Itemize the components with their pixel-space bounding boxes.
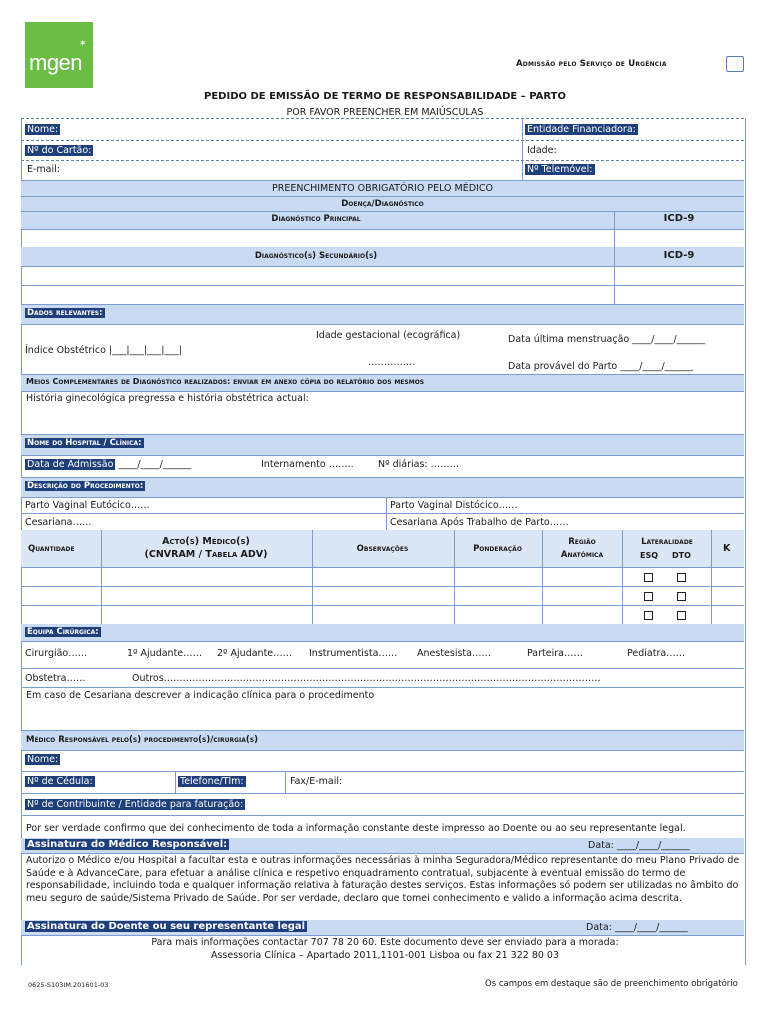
divider xyxy=(21,455,744,456)
hospital-name-label: Nome do Hospital / Clínica: xyxy=(27,438,142,448)
entity-label: Entidade Financiadora: xyxy=(527,124,636,135)
icd-label-1: ICD-9 xyxy=(663,213,695,224)
admission-checkbox[interactable] xyxy=(726,56,744,72)
patient-signature-label: Assinatura do Doente ou seu representante legal xyxy=(27,921,306,932)
divider xyxy=(21,160,744,161)
right-checkbox-2[interactable] xyxy=(677,592,686,604)
divider xyxy=(21,793,744,794)
col-right: DTO xyxy=(672,551,691,560)
mobile-label: Nº Telemóvel: xyxy=(527,164,593,175)
age-field[interactable]: Idade: xyxy=(527,145,557,156)
patient-signature-field[interactable] xyxy=(25,921,307,932)
doctor-name-field[interactable] xyxy=(25,754,60,765)
email-field[interactable]: E-mail: xyxy=(27,164,60,175)
phone-field[interactable] xyxy=(178,776,246,787)
left-checkbox-2[interactable] xyxy=(644,592,653,604)
instrumentalist-field[interactable]: Instrumentista…… xyxy=(309,648,398,659)
divider xyxy=(21,391,744,392)
divider xyxy=(21,497,744,498)
anesthetist-field[interactable]: Anestesista…… xyxy=(417,648,491,659)
fax-email-field[interactable]: Fax/E-mail: xyxy=(290,776,343,787)
patient-name-label: Nome: xyxy=(27,124,59,135)
secondary-diagnosis-input-2[interactable] xyxy=(22,286,612,303)
relevant-title xyxy=(25,308,105,318)
divider xyxy=(711,530,712,624)
divider xyxy=(21,434,744,435)
table-row xyxy=(21,605,744,606)
patient-name-field[interactable] xyxy=(25,124,60,135)
col-quantity: Quantidade xyxy=(28,544,75,554)
taxpayer-field[interactable] xyxy=(25,799,245,810)
team-title-label: Equipa Cirúrgica: xyxy=(27,627,99,637)
relevant-title-label: Dados relevantes: xyxy=(27,308,103,318)
patient-signature-date[interactable]: Data: ____/____/______ xyxy=(586,922,688,933)
team-title xyxy=(25,627,101,637)
cesarean-indication-field[interactable]: Em caso de Cesariana descrever a indicação clínica para o procedimento xyxy=(26,690,375,701)
divider xyxy=(21,477,744,478)
probable-birth-date[interactable]: Data provável do Parto ____/____/______ xyxy=(508,361,694,372)
divider xyxy=(21,211,744,212)
card-label: Nº do Cartão: xyxy=(27,145,92,156)
divider xyxy=(21,771,744,772)
logo-star-icon: ✶ xyxy=(79,38,87,48)
gestational-age: Idade gestacional (ecográfica) xyxy=(316,330,461,341)
procedure-title xyxy=(25,481,145,491)
form-code: 0625-S103IM.201601-03 xyxy=(28,981,109,989)
admission-note: Admissão pelo Serviço de Urgência xyxy=(516,59,667,69)
assistant2-field[interactable]: 2º Ajudante…… xyxy=(217,648,293,659)
cedula-label: Nº de Cédula: xyxy=(27,776,93,787)
hospital-name-field[interactable] xyxy=(25,438,144,448)
others-field[interactable]: Outros………………………………………………………………………………………………………………………… xyxy=(132,673,601,684)
left-checkbox-1[interactable] xyxy=(644,573,653,585)
divider xyxy=(21,196,744,197)
pediatrician-field[interactable]: Pediatra…… xyxy=(627,648,686,659)
divider xyxy=(454,530,455,624)
doctor-signature-date[interactable]: Data: ____/____/______ xyxy=(588,840,690,851)
col-laterality: Lateralidade xyxy=(641,537,693,547)
divider xyxy=(175,771,176,793)
mobile-field[interactable] xyxy=(525,164,595,175)
admission-date-label: Data de Admissão xyxy=(27,459,114,470)
right-checkbox-3[interactable] xyxy=(677,611,686,623)
col-k: K xyxy=(723,543,731,554)
normal-birth-option[interactable]: Parto Vaginal Eutócico…… xyxy=(25,500,150,511)
secondary-diagnosis-input-1[interactable] xyxy=(22,267,612,284)
last-period-date[interactable]: Data última menstruação ____/____/______ xyxy=(508,334,706,345)
divider xyxy=(21,140,744,141)
table-row xyxy=(21,586,744,587)
col-left: ESQ xyxy=(640,551,659,560)
dystocic-birth-option[interactable]: Parto Vaginal Distócico…… xyxy=(390,500,518,511)
taxpayer-label: Nº de Contribuinte / Entidade para faturação: xyxy=(27,799,244,810)
card-field[interactable] xyxy=(25,145,93,156)
divider xyxy=(21,180,744,181)
mgen-logo xyxy=(25,22,93,88)
gestational-age-value[interactable]: …………… xyxy=(368,357,416,368)
surgeon-field[interactable]: Cirurgião…… xyxy=(25,648,88,659)
procedure-title-label: Descrição do Procedimento: xyxy=(27,481,144,491)
col-weighting: Ponderação xyxy=(473,544,522,554)
days-field[interactable]: Nº diárias: ……… xyxy=(378,459,460,470)
divider xyxy=(21,687,744,688)
divider xyxy=(622,530,623,624)
entity-field[interactable] xyxy=(525,124,638,135)
admission-date-field[interactable] xyxy=(25,459,191,470)
divider xyxy=(21,668,744,669)
divider xyxy=(21,750,744,751)
authorization-text: Autorizo o Médico e/ou Hospital a facultar esta e outras informações necessárias à minha Seguradora/Médico representante do meu Plano Privado de Saúde e à AdvanceCare, para efetuar a análise clínica e respetivo enquadramento contratual, subjacente à eventual emissão do termo de responsabilidade, incluindo toda e qualquer informação relativa à faturação destes serviços. Estas informações só podem ser utilizadas no âmbito do meu seguro de saúde/Sistema Privado de Saúde. Por ser verdade, declaro que tomei conhecimento e valido a informação acima descrita. xyxy=(26,855,740,904)
form-title: PEDIDO DE EMISSÃO DE TERMO DE RESPONSABILIDADE – PARTO xyxy=(204,91,566,102)
truth-statement: Por ser verdade confirmo que dei conhecimento de toda a informação constante deste impresso ao Doente ou ao seu representante legal. xyxy=(26,823,686,834)
divider xyxy=(312,530,313,624)
disease-title: Doença/Diagnóstico xyxy=(341,199,424,209)
secondary-diagnosis-label: Diagnóstico(s) Secundário(s) xyxy=(254,251,378,261)
mandatory-note: Os campos em destaque são de preenchimento obrigatório xyxy=(485,979,738,989)
divider xyxy=(21,118,744,119)
contact-address: Assessoria Clínica – Apartado 2011,1101-001 Lisboa ou fax 21 322 80 03 xyxy=(210,950,560,961)
phone-label: Telefone/Tlm: xyxy=(180,776,244,787)
right-checkbox-1[interactable] xyxy=(677,573,686,585)
divider xyxy=(101,530,102,624)
divider xyxy=(21,853,744,854)
assistant1-field[interactable]: 1º Ajudante…… xyxy=(127,648,203,659)
obstetric-index[interactable]: Índice Obstétrico |___|___|___|___| xyxy=(25,345,182,356)
divider xyxy=(21,374,744,375)
cedula-field[interactable] xyxy=(25,776,95,787)
logo-text: mgen xyxy=(29,50,83,75)
divider xyxy=(285,771,286,793)
main-diagnosis-input[interactable] xyxy=(22,230,612,246)
relevant-band xyxy=(21,304,744,324)
form-subtitle: POR FAVOR PREENCHER EM MAIÚSCULAS xyxy=(286,107,484,118)
midwife-field[interactable]: Parteira…… xyxy=(527,648,583,659)
cesarean-labor-option[interactable]: Cesariana Após Trabalho de Parto…… xyxy=(390,517,569,528)
divider xyxy=(21,935,744,936)
team-band xyxy=(21,624,744,641)
col-region-sub: Anatómica xyxy=(560,550,604,560)
doctor-signature-label: Assinatura do Médico Responsável: xyxy=(27,839,228,850)
internment-field[interactable]: Internamento …….. xyxy=(261,459,354,470)
divider xyxy=(21,730,744,731)
main-diagnosis-label: Diagnóstico Principal xyxy=(271,214,361,224)
icd-input-1[interactable] xyxy=(615,230,743,246)
divider xyxy=(542,530,543,624)
exams-title: Meios Complementares de Diagnóstico realizados: enviar em anexo cópia do relatório dos mesmos xyxy=(26,377,425,386)
col-acts: Acto(s) Médico(s) xyxy=(162,536,250,547)
divider xyxy=(21,641,744,642)
icd-label-2: ICD-9 xyxy=(663,250,695,261)
col-acts-sub: (CNVRAM / Tabela ADV) xyxy=(144,549,268,560)
doctor-signature-field[interactable] xyxy=(25,839,229,850)
contact-info: Para mais informações contactar 707 78 20 60. Este documento deve ser enviado para a morada: xyxy=(151,937,619,948)
doctor-name-label: Nome: xyxy=(27,754,59,765)
divider xyxy=(21,815,744,816)
history-field[interactable]: História ginecológica pregressa e história obstétrica actual: xyxy=(26,393,309,404)
divider xyxy=(21,304,744,305)
divider xyxy=(522,119,523,180)
doctor-title: Médico Responsável pelo(s) procedimento(s)/cirurgia(s) xyxy=(26,735,259,745)
obstetrician-field[interactable]: Obstetra…… xyxy=(25,673,86,684)
left-checkbox-3[interactable] xyxy=(644,611,653,623)
admission-date-value: ____/____/______ xyxy=(118,459,192,470)
col-region: Região xyxy=(568,537,596,547)
divider xyxy=(21,513,744,514)
medical-section-title: PREENCHIMENTO OBRIGATÓRIO PELO MÉDICO xyxy=(272,183,493,194)
divider xyxy=(21,324,744,325)
cesarean-option[interactable]: Cesariana…… xyxy=(25,517,92,528)
col-observations: Observações xyxy=(356,544,409,554)
table-row xyxy=(21,567,744,568)
